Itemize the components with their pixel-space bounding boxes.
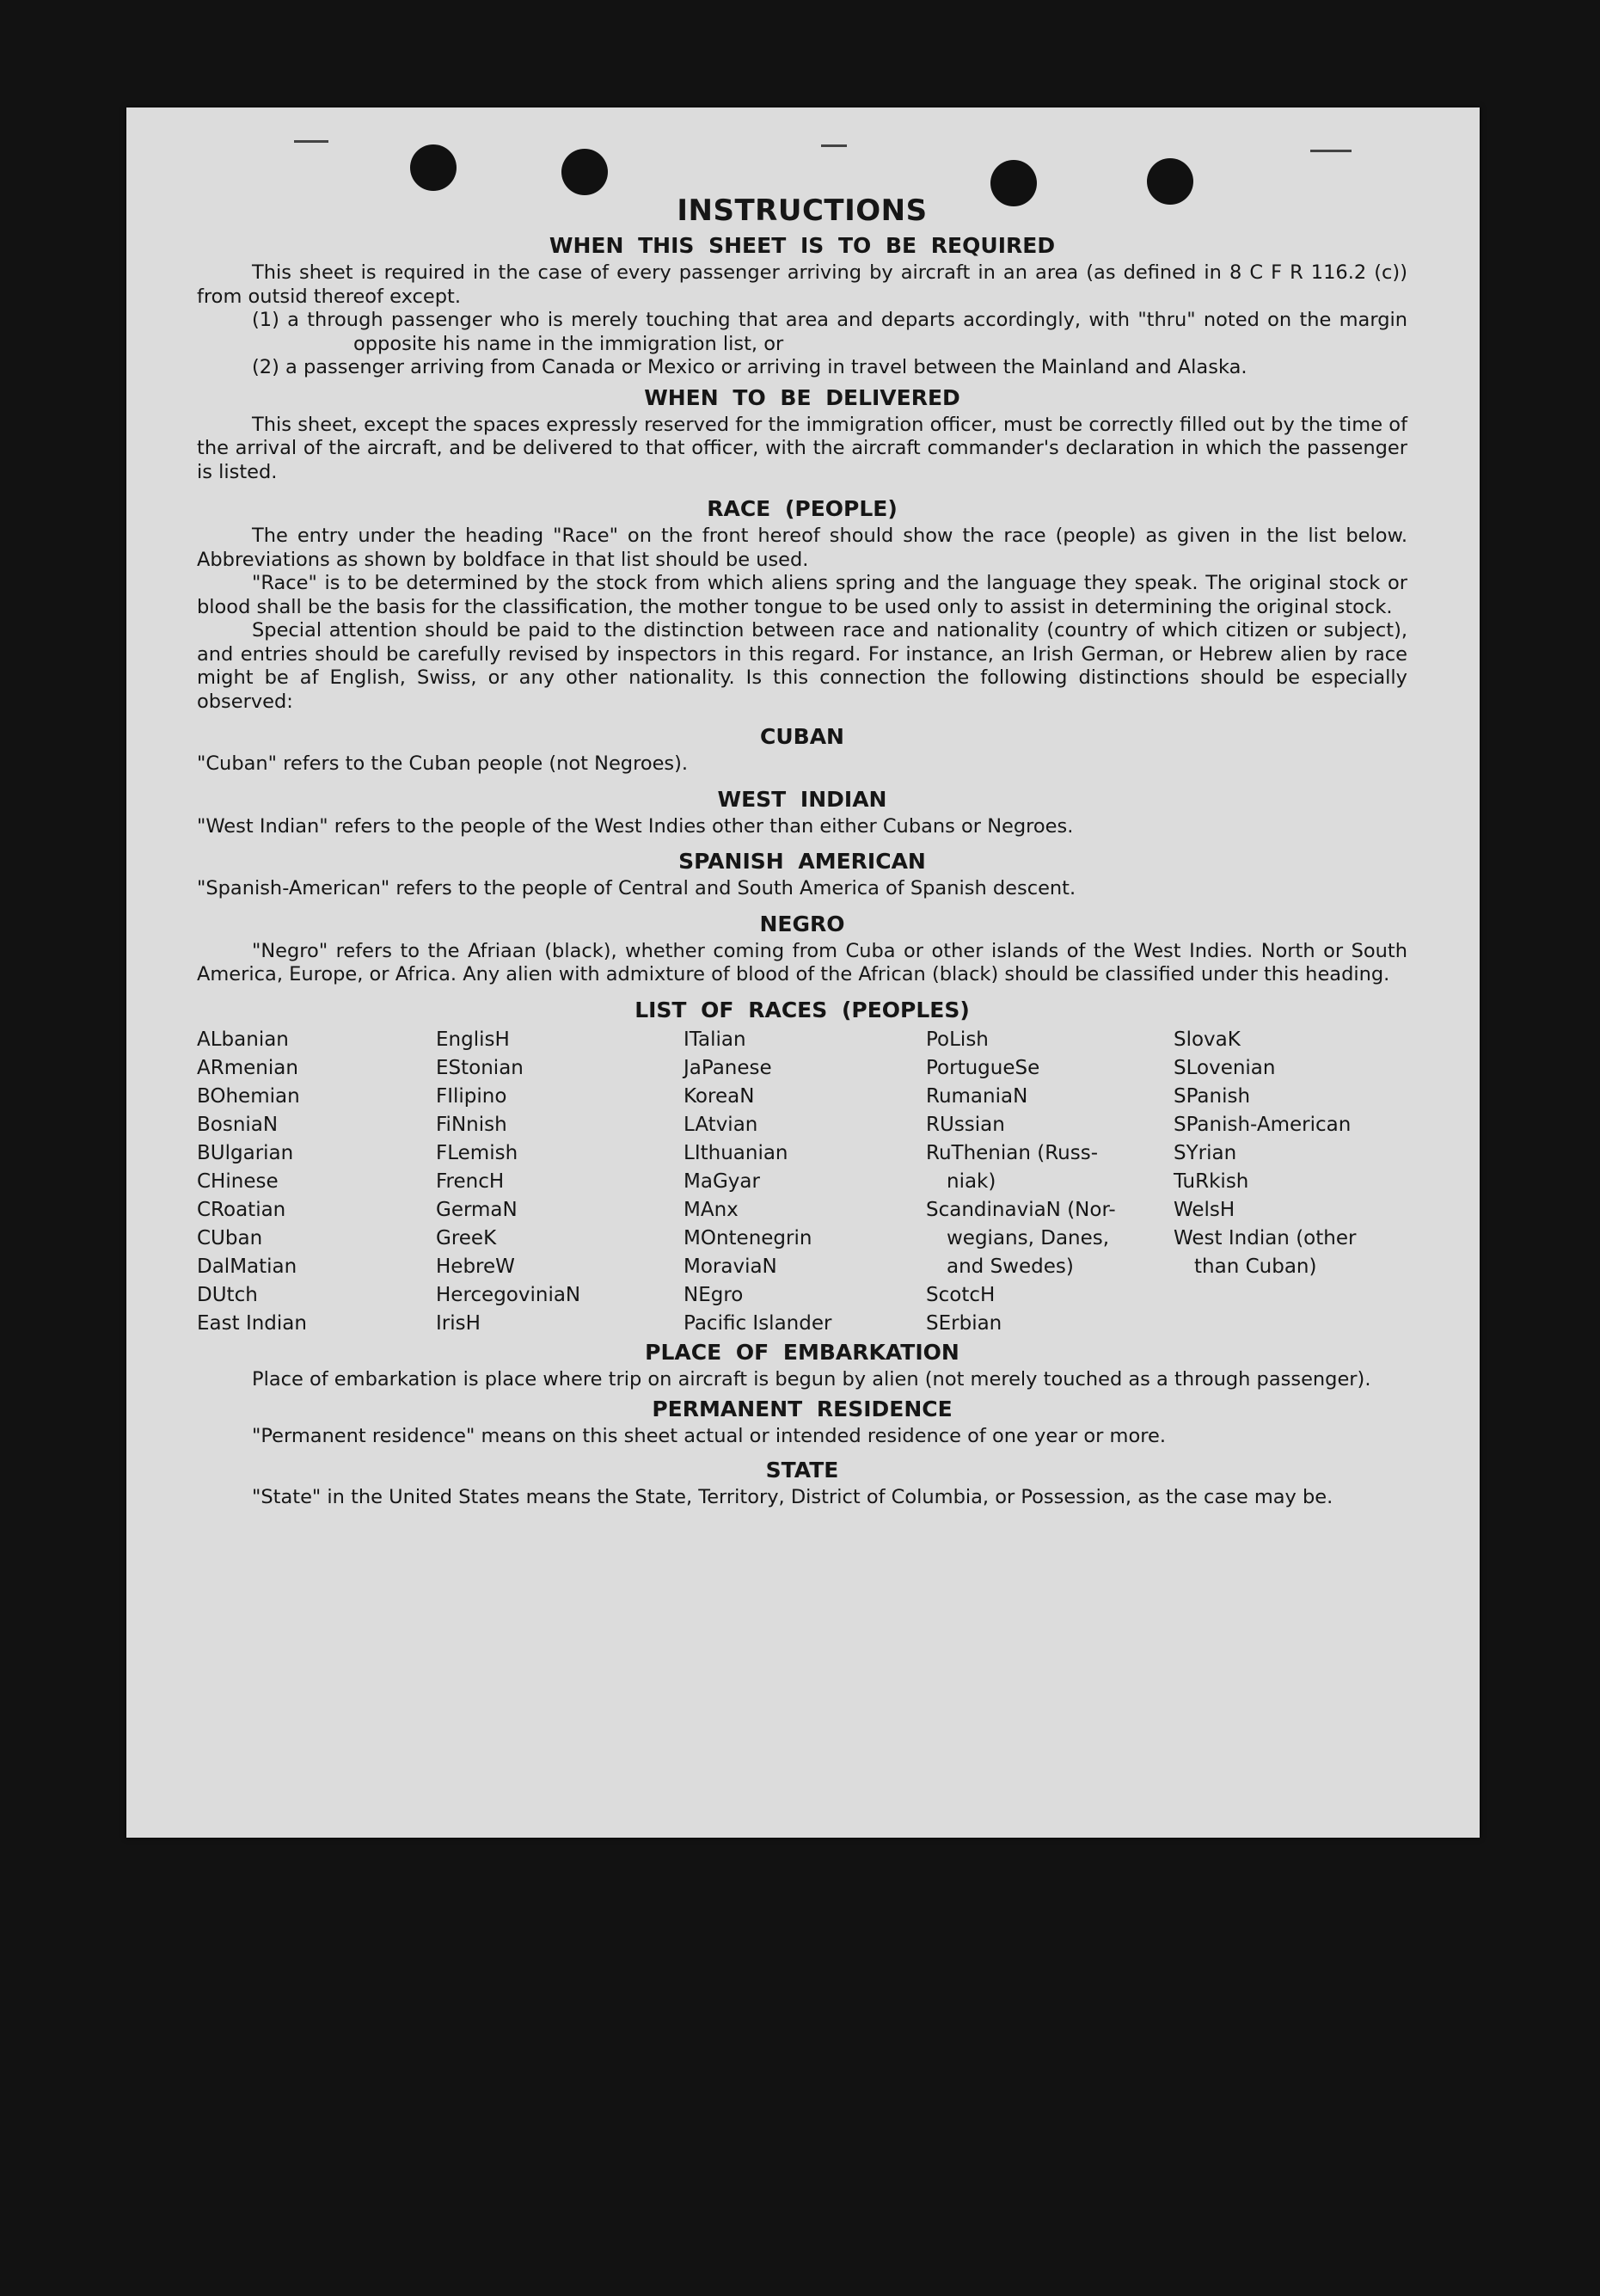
race-item: RUssian	[926, 1113, 1005, 1136]
race-item: Pacific Islander	[684, 1311, 832, 1335]
race-column	[926, 1026, 1174, 1338]
section-heading: WEST INDIAN	[717, 786, 887, 812]
paragraph: This sheet is required in the case of every passenger arriving by aircraft in an area (as defined in 8 C F R 116.2 (c)) from outsid thereof except.	[197, 261, 1407, 308]
race-item: niak)	[947, 1169, 996, 1193]
paragraph: "Negro" refers to the Afriaan (black), whether coming from Cuba or other islands of the West Indies. North or South America, Europe, or Africa. Any alien with admixture of blood of the African (black) should be classified under this heading.	[197, 939, 1407, 985]
paragraph: This sheet, except the spaces expressly reserved for the immigration officer, must be correctly filled out by the time of the arrival of the aircraft, and be delivered to that officer, with the aircraft commander's declaration in which the passenger is listed.	[197, 413, 1407, 483]
race-item: wegians, Danes,	[947, 1226, 1110, 1249]
race-item: EStonian	[436, 1056, 524, 1079]
race-item: ScandinaviaN (Nor-	[926, 1198, 1116, 1221]
race-item: BosniaN	[197, 1113, 279, 1136]
section-heading: SPANISH AMERICAN	[678, 849, 926, 874]
paragraph: Special attention should be paid to the distinction between race and nationality (country of which citizen or subject), and entries should be carefully revised by inspectors in this regard. For instance, an Irish German, or Hebrew alien by race might be af English, Swiss, or any other nationality. Is this connection the following distinctions should be especially observed:	[197, 619, 1407, 713]
instructions-content	[197, 193, 1407, 1509]
race-item: ALbanian	[197, 1028, 289, 1051]
race-item: CRoatian	[197, 1198, 286, 1221]
section-heading: RACE (PEOPLE)	[707, 496, 898, 521]
race-column	[197, 1026, 436, 1338]
race-item: ScotcH	[926, 1283, 996, 1306]
race-item: than Cuban)	[1194, 1255, 1317, 1278]
race-item: FiNnish	[436, 1113, 507, 1136]
paragraph: "Race" is to be determined by the stock from which aliens spring and the language they speak. The original stock or blood shall be the basis for the classification, the mother tongue to be used only to assist in determining the original stock.	[197, 572, 1407, 618]
race-item: LIthuanian	[684, 1141, 788, 1164]
race-item: FIlipino	[436, 1084, 507, 1108]
race-item: DUtch	[197, 1283, 258, 1306]
race-item: IrisH	[436, 1311, 481, 1335]
race-item: FLemish	[436, 1141, 518, 1164]
paragraph: "Cuban" refers to the Cuban people (not Negroes).	[197, 752, 689, 775]
speck	[821, 144, 847, 147]
paragraph: "Spanish-American" refers to the people of Central and South America of Spanish descent.	[197, 877, 1076, 899]
section-heading: CUBAN	[760, 724, 844, 749]
race-item: CUban	[197, 1226, 263, 1249]
section-heading: LIST OF RACES (PEOPLES)	[634, 997, 970, 1022]
race-item: RumaniaN	[926, 1084, 1028, 1108]
race-item: HebreW	[436, 1255, 515, 1278]
paragraph: "State" in the United States means the State, Territory, District of Columbia, or Possession, as the case may be.	[252, 1485, 1333, 1508]
race-item: SErbian	[926, 1311, 1002, 1335]
race-item: KoreaN	[684, 1084, 755, 1108]
race-item: RuThenian (Russ-	[926, 1141, 1099, 1164]
race-item: HercegoviniaN	[436, 1283, 581, 1306]
race-item: East Indian	[197, 1311, 307, 1335]
race-item: SlovaK	[1174, 1028, 1241, 1051]
race-item: SYrian	[1174, 1141, 1237, 1164]
race-item: West Indian (other	[1174, 1226, 1357, 1249]
speck	[294, 140, 328, 143]
race-column	[1174, 1026, 1407, 1338]
section-heading: WHEN TO BE DELIVERED	[644, 384, 960, 410]
race-item: PortugueSe	[926, 1056, 1040, 1079]
paragraph: "West Indian" refers to the people of the West Indies other than either Cubans or Negroes.	[197, 814, 1074, 838]
race-item: SLovenian	[1174, 1056, 1276, 1079]
page-title: INSTRUCTIONS	[677, 193, 928, 228]
race-column	[684, 1026, 926, 1338]
race-item: MaGyar	[684, 1169, 760, 1193]
document-sheet	[126, 107, 1480, 1838]
race-item: ITalian	[684, 1028, 746, 1051]
punch-hole	[561, 149, 608, 195]
race-column	[436, 1026, 684, 1338]
section-heading: PLACE OF EMBARKATION	[645, 1339, 959, 1365]
race-item: BOhemian	[197, 1084, 300, 1108]
race-item: ARmenian	[197, 1056, 298, 1079]
section-heading: NEGRO	[759, 911, 845, 936]
section-heading: WHEN THIS SHEET IS TO BE REQUIRED	[549, 233, 1056, 258]
race-item: FrencH	[436, 1169, 505, 1193]
paragraph: Place of embarkation is place where trip on aircraft is begun by alien (not merely touched as a through passenger).	[252, 1367, 1371, 1390]
race-item: MAnx	[684, 1198, 739, 1221]
paragraph: (2) a passenger arriving from Canada or Mexico or arriving in travel between the Mainland and Alaska.	[252, 356, 1248, 378]
race-item: WelsH	[1174, 1198, 1235, 1221]
paragraph: "Permanent residence" means on this sheet actual or intended residence of one year or more.	[252, 1425, 1166, 1447]
paragraph: (1) a through passenger who is merely touching that area and departs accordingly, with "thru" noted on the margin opposite his name in the immigration list, or	[252, 309, 1407, 355]
paragraph: The entry under the heading "Race" on the front hereof should show the race (people) as given in the list below. Abbreviations as shown by boldface in that list should be used.	[197, 525, 1407, 571]
section-heading: PERMANENT RESIDENCE	[652, 1397, 953, 1421]
race-item: SPanish-American	[1174, 1113, 1352, 1136]
race-item: CHinese	[197, 1169, 279, 1193]
race-item: SPanish	[1174, 1084, 1251, 1108]
race-item: GreeK	[436, 1226, 497, 1249]
race-item: MOntenegrin	[684, 1226, 812, 1249]
race-item: BUlgarian	[197, 1141, 294, 1164]
race-item: JaPanese	[684, 1056, 772, 1079]
race-list	[197, 1026, 1407, 1338]
race-item: and Swedes)	[947, 1255, 1074, 1278]
race-item: LAtvian	[684, 1113, 758, 1136]
race-item: MoraviaN	[684, 1255, 777, 1278]
speck	[1310, 150, 1352, 152]
race-item: NEgro	[684, 1283, 744, 1306]
race-item: GermaN	[436, 1198, 518, 1221]
race-item: TuRkish	[1174, 1169, 1249, 1193]
race-item: DalMatian	[197, 1255, 297, 1278]
punch-hole	[410, 144, 457, 191]
race-item: EnglisH	[436, 1028, 510, 1051]
section-heading: STATE	[765, 1457, 839, 1483]
race-item: PoLish	[926, 1028, 989, 1051]
